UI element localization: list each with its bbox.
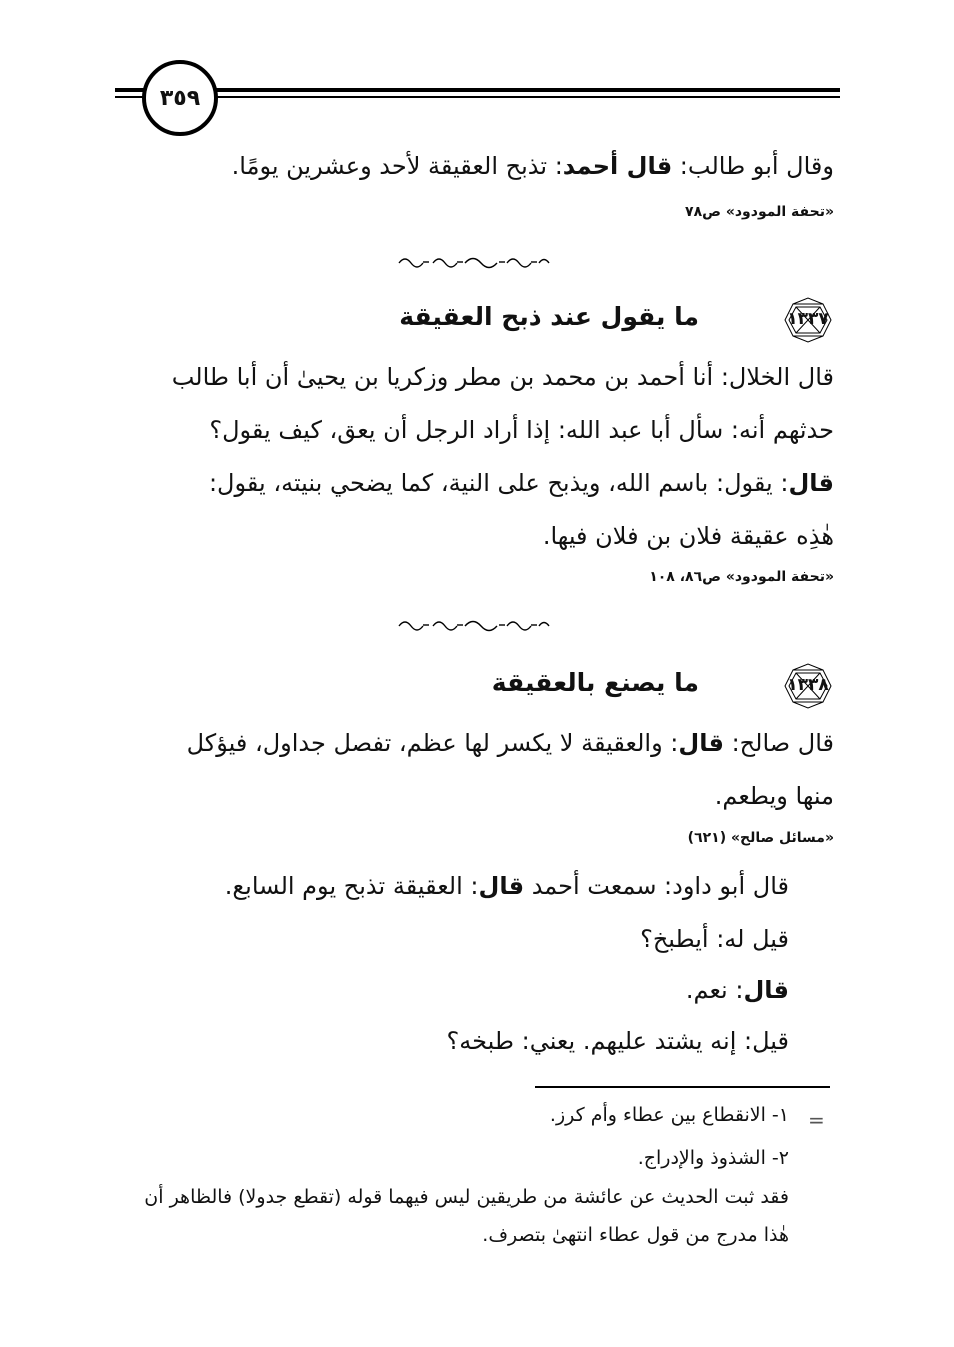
s1338-line-1: [110, 723, 834, 763]
intro-prefix: وقال أبو طالب:: [672, 152, 834, 180]
s1338-line-6: قيل: إنه يشتد عليهم. يعني: طبخه؟: [446, 1027, 789, 1055]
s1337-line-3-text: : يقول: باسم الله، ويذبح على النية، كما يضحي بنيته، يقول:: [208, 469, 789, 497]
intro-rest: : تذبح العقيقة لأحد وعشرين يومًا.: [231, 152, 563, 180]
section-number: ١٣٣٧: [787, 309, 829, 329]
footnote-item-1: ١- الانقطاع بين عطاء وأم كرز.: [549, 1104, 789, 1126]
intro-paragraph: [110, 146, 834, 186]
footnote-item-2: ٢- الشذوذ والإدراج.: [637, 1147, 789, 1169]
page-number: ٣٥٩: [159, 85, 201, 111]
s1338-line-5: [110, 970, 789, 1010]
footnote-continuation-marker: =: [808, 1108, 825, 1132]
s1338-line-1-prefix: قال صالح:: [723, 729, 834, 757]
s1337-line-1: قال الخلال: أنا أحمد بن محمد بن مطر وزكريا بن يحيىٰ أن أبا طالب: [171, 363, 834, 391]
s1337-source: «تحفة المودود» ص٨٦، ١٠٨: [649, 569, 834, 585]
s1338-line-4: قيل له: أيطبخ؟: [640, 925, 789, 953]
ornament-divider-icon: [395, 618, 555, 632]
said-label: قال: [788, 469, 834, 497]
footnote-line-3: فقد ثبت الحديث عن عائشة من طريقين ليس فيهما قوله (تقطع جدولا) فالظاهر أن: [144, 1186, 789, 1208]
section-1338-heading: [110, 662, 839, 712]
s1337-line-3: [110, 463, 834, 503]
ornament-divider-icon: [395, 255, 555, 269]
intro-speaker: قال أحمد: [562, 152, 673, 180]
page-number-badge: [142, 60, 218, 136]
s1338-line-5-text: : نعم.: [685, 976, 744, 1004]
section-title: ما يصنع بالعقيقة: [491, 668, 699, 697]
said-label: قال: [478, 872, 525, 900]
s1337-line-2: حدثهم أنه: سأل أبا عبد الله: إذا أراد الرجل أن يعق، كيف يقول؟: [209, 416, 834, 444]
s1338-line-2: منها ويطعم.: [714, 782, 834, 810]
s1338-line-3: [110, 866, 789, 906]
section-number: ١٣٣٨: [787, 675, 829, 695]
s1338-source: «مسائل صالح» (٦٢١): [687, 830, 834, 846]
s1338-line-3-text: : العقيقة تذبح يوم السابع.: [224, 872, 479, 900]
section-1337-heading: [110, 296, 839, 346]
footnote-rule: [535, 1086, 830, 1088]
said-label: قال: [678, 729, 724, 757]
intro-source: «تحفة المودود» ص٧٨: [685, 204, 834, 220]
s1337-line-4: هٰذِه عقيقة فلان بن فلان فيها.: [542, 522, 834, 550]
s1338-line-3-prefix: قال أبو داود: سمعت أحمد: [524, 872, 789, 900]
said-label: قال: [743, 976, 789, 1004]
footnote-line-4: هٰذا مدرج من قول عطاء انتهىٰ بتصرف.: [482, 1224, 789, 1246]
s1338-line-1-text: : والعقيقة لا يكسر لها عظم، تفصل جداول، فيؤكل: [186, 729, 679, 757]
header-rule: [115, 88, 840, 102]
section-title: ما يقول عند ذبح العقيقة: [399, 302, 699, 331]
